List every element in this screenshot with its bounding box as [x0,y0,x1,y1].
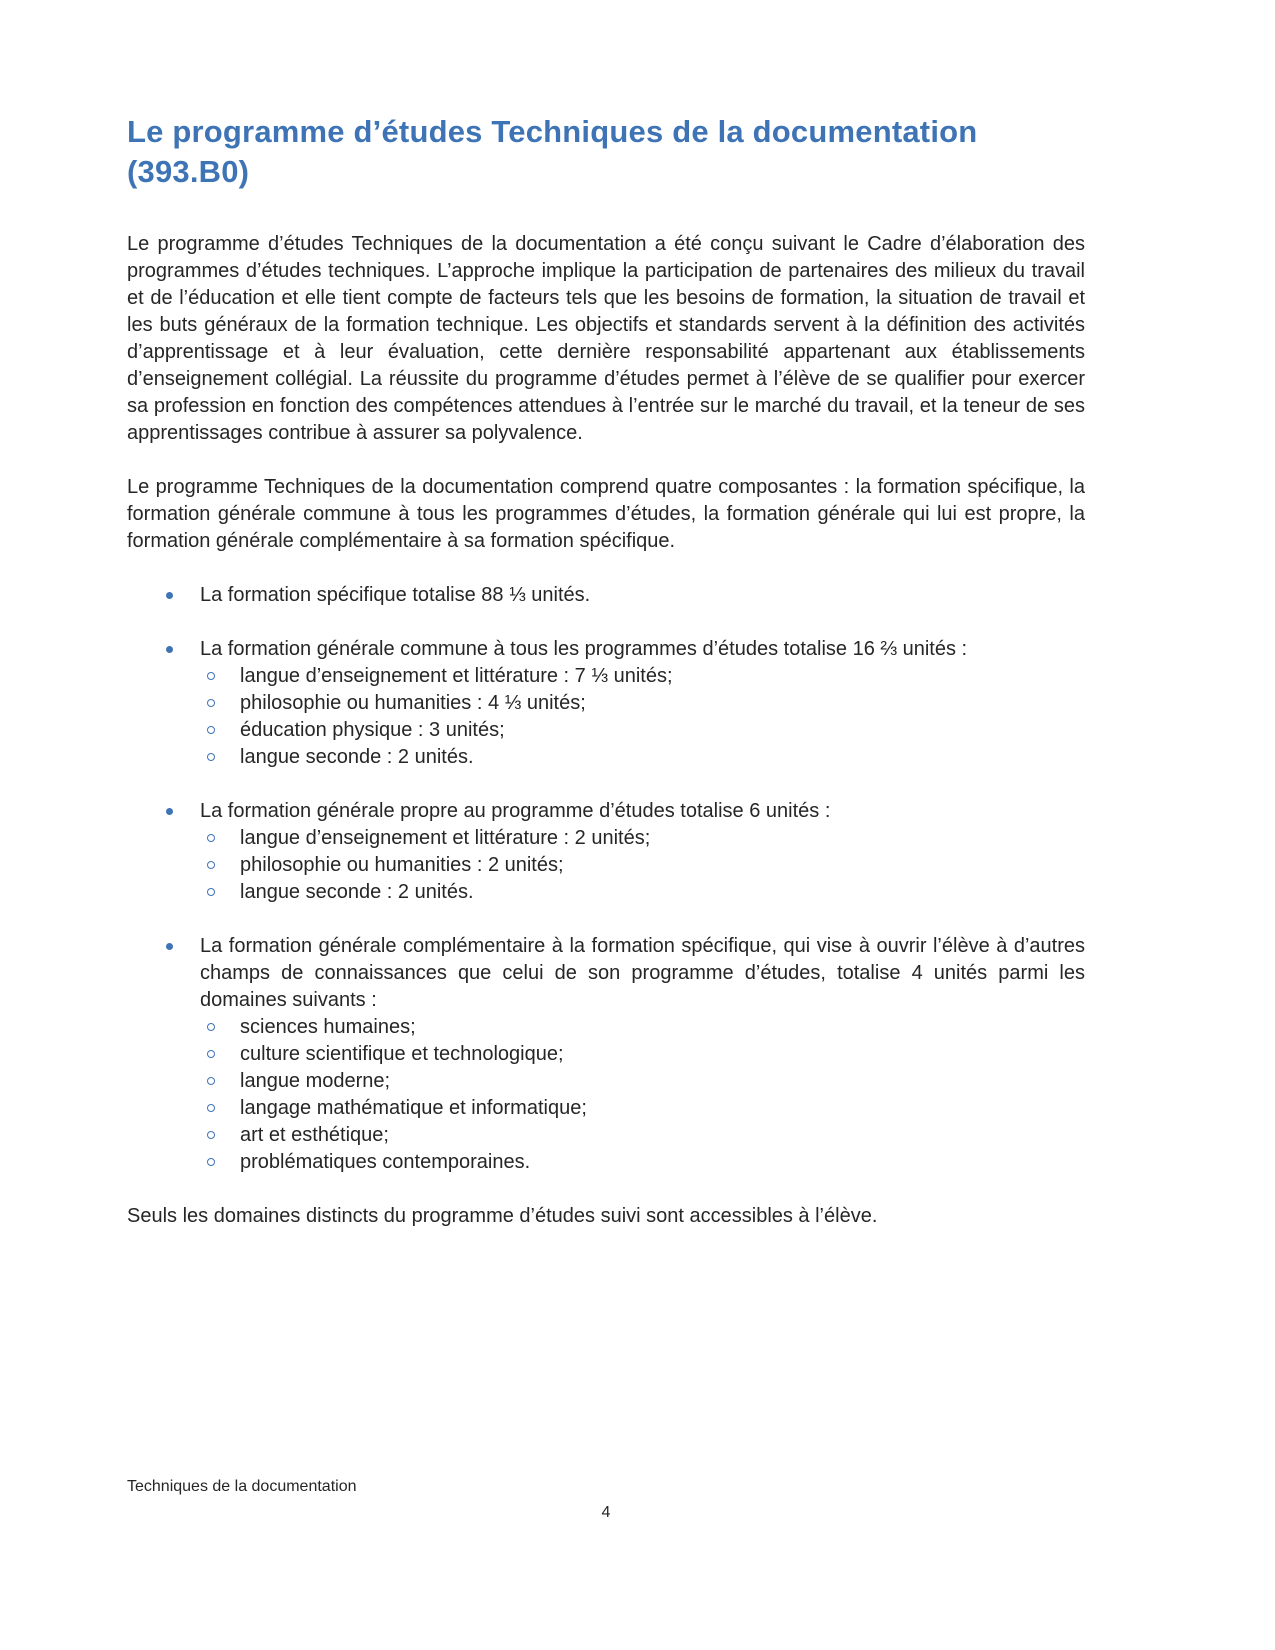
components-paragraph: Le programme Techniques de la documentation comprend quatre composantes : la formation spécifique, la formation générale commune à tous les programmes d’études, la formation générale qui lui est propre, la formation générale complémentaire à sa formation spécifique. [127,475,1085,552]
sub-list-item [127,1041,1085,1068]
sub-list-item [127,1122,1085,1149]
closing-paragraph: Seuls les domaines distincts du programme d’études suivi sont accessibles à l’élève. [127,1204,878,1227]
sub-list-item [127,852,1085,879]
list-item [127,636,1085,663]
sub-list-item [127,1014,1085,1041]
list-item [127,582,1085,609]
sub-list-item-text: langue d’enseignement et littérature : 7 ⅓ unités; [240,664,673,687]
page-title: Le programme d’études Techniques de la documentation (393.B0) [127,114,978,190]
sub-list-item-text: langue seconde : 2 unités. [240,745,474,768]
circle-bullet-icon [207,1149,240,1176]
sub-list-item [127,825,1085,852]
list-item-text: La formation générale complémentaire à la formation spécifique, qui vise à ouvrir l’élève à d’autres champs de connaissances que celui de son programme d’études, totalise 4 unités parmi les domaines suivants : [200,934,1085,1011]
sub-list-item [127,1068,1085,1095]
sub-list-item-text: langue seconde : 2 unités. [240,880,474,903]
circle-bullet-icon [207,717,240,744]
list-item-group [127,798,1085,906]
sub-list-item [127,1149,1085,1176]
list-item [127,798,1085,825]
list-item-group [127,582,1085,609]
sub-list-item-text: éducation physique : 3 unités; [240,718,505,741]
list-item-text: La formation générale propre au programme d’études totalise 6 unités : [200,799,831,822]
page-content [127,112,1085,1230]
circle-bullet-icon [207,1068,240,1095]
circle-bullet-icon [207,690,240,717]
sub-list-item [127,1095,1085,1122]
list-item-group [127,636,1085,771]
circle-bullet-icon [207,879,240,906]
bullet-dot-icon [166,798,200,825]
sub-list-item-text: sciences humaines; [240,1015,416,1038]
sub-list-item-text: philosophie ou humanities : 2 unités; [240,853,564,876]
bullet-dot-icon [166,582,200,609]
list-item-text: La formation spécifique totalise 88 ⅓ unités. [200,583,591,606]
list-item [127,933,1085,1014]
sub-list-item-text: langue d’enseignement et littérature : 2 unités; [240,826,651,849]
circle-bullet-icon [207,852,240,879]
circle-bullet-icon [207,1095,240,1122]
sub-list-item [127,879,1085,906]
circle-bullet-icon [207,744,240,771]
sub-list-item [127,663,1085,690]
circle-bullet-icon [207,1014,240,1041]
intro-paragraph: Le programme d’études Techniques de la documentation a été conçu suivant le Cadre d’élaboration des programmes d’études techniques. L’approche implique la participation de partenaires des milieux du travail et de l’éducation et elle tient compte de facteurs tels que les besoins de formation, la situation de travail et les buts généraux de la formation technique. Les objectifs et standards servent à la définition des activités d’apprentissage et à leur évaluation, cette dernière responsabilité appartenant aux établissements d’enseignement collégial. La réussite du programme d’études permet à l’élève de se qualifier pour exercer sa profession en fonction des compétences attendues à l’entrée sur le marché du travail, et la teneur de ses apprentissages contribue à assurer sa polyvalence. [127,232,1085,444]
sub-list-item [127,717,1085,744]
footer-document-title: Techniques de la documentation [127,1478,357,1495]
sub-list-item-text: problématiques contemporaines. [240,1150,531,1173]
sub-list-item-text: culture scientifique et technologique; [240,1042,564,1065]
bullet-dot-icon [166,636,200,663]
circle-bullet-icon [207,663,240,690]
circle-bullet-icon [207,1041,240,1068]
components-list [127,582,1085,1176]
circle-bullet-icon [207,825,240,852]
list-item-text: La formation générale commune à tous les programmes d’études totalise 16 ⅔ unités : [200,637,968,660]
sub-list-item [127,744,1085,771]
sub-list-item [127,690,1085,717]
footer-page-number: 4 [601,1504,611,1521]
bullet-dot-icon [166,933,200,1014]
sub-list-item-text: langage mathématique et informatique; [240,1096,587,1119]
sub-list-item-text: art et esthétique; [240,1123,389,1146]
sub-list-item-text: langue moderne; [240,1069,391,1092]
list-item-group [127,933,1085,1176]
sub-list-item-text: philosophie ou humanities : 4 ⅓ unités; [240,691,586,714]
circle-bullet-icon [207,1122,240,1149]
